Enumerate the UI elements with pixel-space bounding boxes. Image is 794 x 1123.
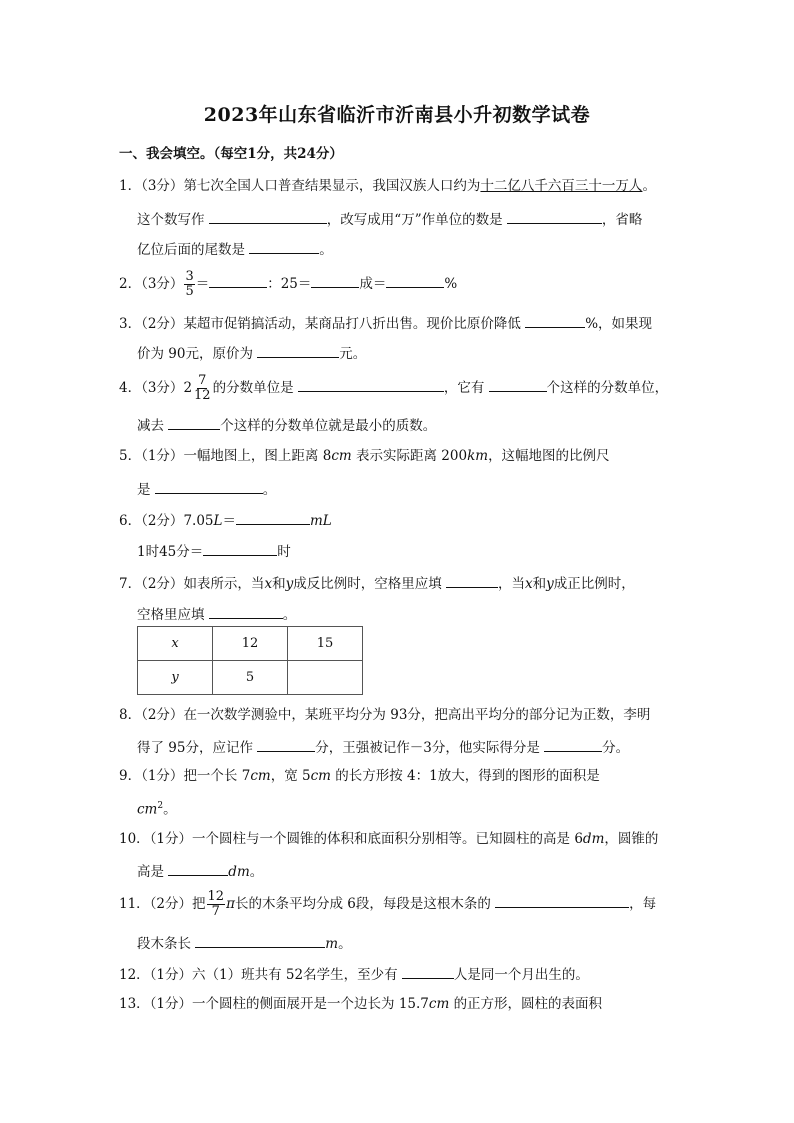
answer-blank[interactable]	[203, 540, 277, 556]
answer-blank[interactable]	[489, 376, 547, 392]
unit: mL	[309, 513, 332, 529]
question-text: 。	[262, 482, 277, 498]
question-text: 1时45分＝	[137, 544, 204, 560]
question-number: 12．	[119, 967, 150, 983]
answer-blank[interactable]	[257, 342, 339, 358]
question-text: 减去	[137, 418, 164, 434]
question-number: 2．	[119, 276, 142, 292]
answer-blank[interactable]	[495, 892, 629, 908]
equals-sign: ＝	[195, 276, 210, 292]
value: 5	[302, 768, 311, 784]
question-text: 成＝	[359, 276, 387, 292]
question-text: 。	[338, 936, 352, 952]
fraction	[193, 374, 212, 403]
percent-sign: %	[444, 276, 458, 292]
question-text: 一个圆柱的侧面展开是一个边长为	[192, 996, 395, 1012]
page-title: 2023年山东省临沂市沂南县小升初数学试卷	[203, 104, 591, 126]
answer-blank[interactable]	[386, 272, 444, 288]
fraction-numerator: 7	[198, 373, 207, 388]
question-text: 。	[282, 607, 297, 623]
question-text: 个这样的分数单位，	[546, 380, 669, 396]
question-1-line-2	[137, 208, 642, 230]
table-cell: y	[138, 661, 213, 695]
unit: km	[467, 448, 489, 464]
question-text: 把一个长	[183, 768, 238, 784]
question-score: （1分）	[141, 448, 184, 464]
question-text: 的正方形，圆柱的表面积	[453, 996, 603, 1012]
question-text: 六（1）班共有 52名学生，至少有	[192, 967, 398, 983]
question-10	[119, 829, 658, 849]
question-8-line-2	[137, 736, 629, 758]
question-13	[119, 994, 602, 1014]
answer-blank[interactable]	[525, 312, 585, 328]
question-text: 人是同一个月出生的。	[453, 967, 589, 983]
question-1	[119, 176, 656, 196]
question-3	[119, 312, 652, 334]
fraction-numerator: 12	[207, 889, 225, 904]
question-text: ，当	[498, 576, 525, 592]
question-score: （1分）	[149, 831, 193, 847]
question-text: 是	[137, 482, 151, 498]
table-cell: x	[138, 627, 213, 661]
answer-blank[interactable]	[209, 603, 283, 619]
question-text: ，这幅地图的比例尺	[488, 448, 610, 464]
question-text: 元。	[339, 346, 367, 362]
question-11	[119, 888, 656, 920]
answer-blank[interactable]	[507, 208, 602, 224]
question-text: 如表所示，当	[183, 576, 265, 592]
question-text: 。	[249, 864, 264, 880]
question-text: 分。	[602, 740, 630, 756]
question-text: 分，王强被记作－3分，他实际得分是	[315, 740, 540, 756]
fraction	[184, 270, 194, 299]
question-number: 11．	[119, 896, 150, 912]
question-text: ，改写成用“万”作单位的数是	[326, 212, 503, 228]
question-number: 6．	[119, 513, 142, 529]
variable-x: x	[264, 576, 273, 592]
question-score: （2分）	[149, 896, 193, 912]
unit: cm	[137, 801, 158, 818]
question-4	[119, 372, 668, 404]
question-text: 高是	[137, 864, 164, 880]
unit: m	[325, 936, 339, 952]
mixed-number-whole: 2	[183, 380, 193, 396]
answer-blank[interactable]	[446, 572, 498, 588]
question-text: 成反比例时，空格里应填	[293, 576, 442, 592]
variable-x: x	[525, 576, 533, 592]
question-6-line-2	[137, 540, 291, 562]
question-5	[119, 446, 610, 466]
value: 7	[241, 768, 251, 784]
exponent: 2	[157, 801, 164, 811]
question-text: 时	[277, 544, 291, 560]
question-text: ，每	[629, 896, 657, 912]
answer-blank[interactable]	[298, 376, 444, 392]
question-text: 。	[642, 178, 656, 194]
unit: L	[213, 513, 223, 529]
table-row	[138, 627, 363, 661]
question-9	[119, 766, 600, 786]
question-number: 4．	[119, 380, 142, 396]
question-score: （2分）	[141, 576, 184, 592]
question-text: 和	[272, 576, 286, 592]
xy-table	[137, 626, 363, 695]
answer-blank[interactable]	[195, 932, 325, 948]
question-score: （2分）	[141, 707, 184, 723]
question-score: （1分）	[149, 967, 193, 983]
answer-blank[interactable]	[209, 208, 327, 224]
question-1-line-3	[137, 238, 333, 260]
question-score: （2分）	[141, 513, 184, 529]
table-cell-blank[interactable]	[288, 661, 363, 695]
question-text: ，省略	[601, 212, 643, 228]
question-number: 5．	[119, 448, 142, 464]
question-text: 把	[192, 896, 206, 912]
question-text: 在一次数学测验中，某班平均分为 93分，把高出平均分的部分记为正数，李明	[183, 707, 651, 723]
question-text: 的长方形按 4：1放大，得到的图形的面积是	[335, 768, 600, 784]
question-text: 。	[163, 801, 177, 818]
question-score: （3分）	[141, 178, 184, 194]
question-text: 第七次全国人口普查结果显示，我国汉族人口约为	[183, 178, 481, 194]
question-score: （1分）	[141, 768, 184, 784]
question-2	[119, 268, 457, 300]
question-text: 某超市促销搞活动，某商品打八折出售。现价比原价降低	[183, 316, 521, 332]
variable-y: y	[546, 576, 554, 592]
question-text: 这个数写作	[137, 212, 205, 228]
question-7-line-2	[137, 603, 296, 625]
underlined-number-text: 十二亿八千六百三十一万人	[480, 178, 643, 194]
fraction-denominator: 7	[211, 904, 220, 919]
question-number: 13．	[119, 996, 150, 1012]
question-10-line-2	[137, 860, 263, 882]
question-text: 段木条长	[137, 936, 191, 952]
answer-blank[interactable]	[249, 238, 319, 254]
equals-sign: ＝	[222, 513, 236, 529]
table-cell: 5	[213, 661, 288, 695]
question-text: 空格里应填	[137, 607, 205, 623]
question-text: 一个圆柱与一个圆锥的体积和底面积分别相等。已知圆柱的高是	[192, 831, 571, 847]
question-text: 成正比例时，	[553, 576, 635, 592]
question-text: %，如果现	[585, 316, 653, 332]
question-text: ，它有	[443, 380, 485, 396]
question-3-line-2	[137, 342, 366, 364]
question-text: 和	[532, 576, 547, 592]
fraction-numerator: 3	[185, 269, 194, 284]
question-score: （3分）	[141, 380, 184, 396]
unit: π	[226, 896, 235, 912]
question-12	[119, 963, 589, 985]
answer-blank[interactable]	[402, 963, 454, 979]
unit: dm	[582, 831, 605, 847]
question-score: （3分）	[141, 276, 184, 292]
question-number: 7．	[119, 576, 142, 592]
answer-blank[interactable]	[236, 509, 310, 525]
question-number: 8．	[119, 707, 142, 723]
question-6	[119, 509, 332, 531]
unit: cm	[331, 448, 352, 464]
question-text: 的分数单位是	[212, 380, 294, 396]
value: 200	[441, 448, 468, 464]
question-text: 得了 95分，应记作	[137, 740, 253, 756]
question-text: 亿位后面的尾数是	[137, 242, 245, 258]
variable-y: y	[285, 576, 294, 592]
question-text: 。	[319, 242, 333, 258]
fraction-denominator: 5	[185, 284, 194, 299]
answer-blank[interactable]	[257, 736, 315, 752]
question-text: 价为 90元，原价为	[137, 346, 253, 362]
table-cell: 15	[288, 627, 363, 661]
unit: cm	[428, 996, 450, 1012]
question-text: ，圆锥的	[604, 831, 659, 847]
table-row	[138, 661, 363, 695]
question-number: 9．	[119, 768, 142, 784]
question-4-line-2	[137, 414, 436, 436]
question-text: ：25＝	[267, 276, 312, 292]
answer-blank[interactable]	[168, 414, 220, 430]
question-5-line-2	[137, 478, 276, 500]
unit: cm	[310, 768, 331, 784]
answer-blank[interactable]	[311, 272, 359, 288]
value: 8	[322, 448, 332, 464]
question-score: （2分）	[141, 316, 184, 332]
question-number: 10．	[119, 831, 150, 847]
answer-blank[interactable]	[209, 272, 267, 288]
question-9-line-2	[137, 796, 177, 820]
question-8	[119, 705, 650, 725]
section-heading: 一、我会填空。（每空1分，共24分）	[119, 146, 343, 162]
question-7	[119, 572, 635, 594]
question-text: 长的木条平均分成 6段，每段是这根木条的	[234, 896, 491, 912]
value: 6	[574, 831, 583, 847]
answer-blank[interactable]	[155, 478, 263, 494]
question-text: 表示实际距离	[356, 448, 437, 464]
question-text: ，宽	[270, 768, 298, 784]
value: 15.7	[398, 996, 429, 1012]
fraction	[207, 890, 226, 919]
question-text: 一幅地图上，图上距离	[183, 448, 319, 464]
answer-blank[interactable]	[168, 860, 228, 876]
question-number: 3．	[119, 316, 142, 332]
question-score: （1分）	[149, 996, 193, 1012]
fraction-denominator: 12	[194, 388, 211, 403]
unit: dm	[228, 864, 250, 880]
question-11-line-2	[137, 932, 352, 954]
table-cell: 12	[213, 627, 288, 661]
answer-blank[interactable]	[544, 736, 602, 752]
value: 7.05	[183, 513, 214, 529]
unit: cm	[250, 768, 271, 784]
question-text: 个这样的分数单位就是最小的质数。	[220, 418, 437, 434]
question-number: 1．	[119, 178, 142, 194]
